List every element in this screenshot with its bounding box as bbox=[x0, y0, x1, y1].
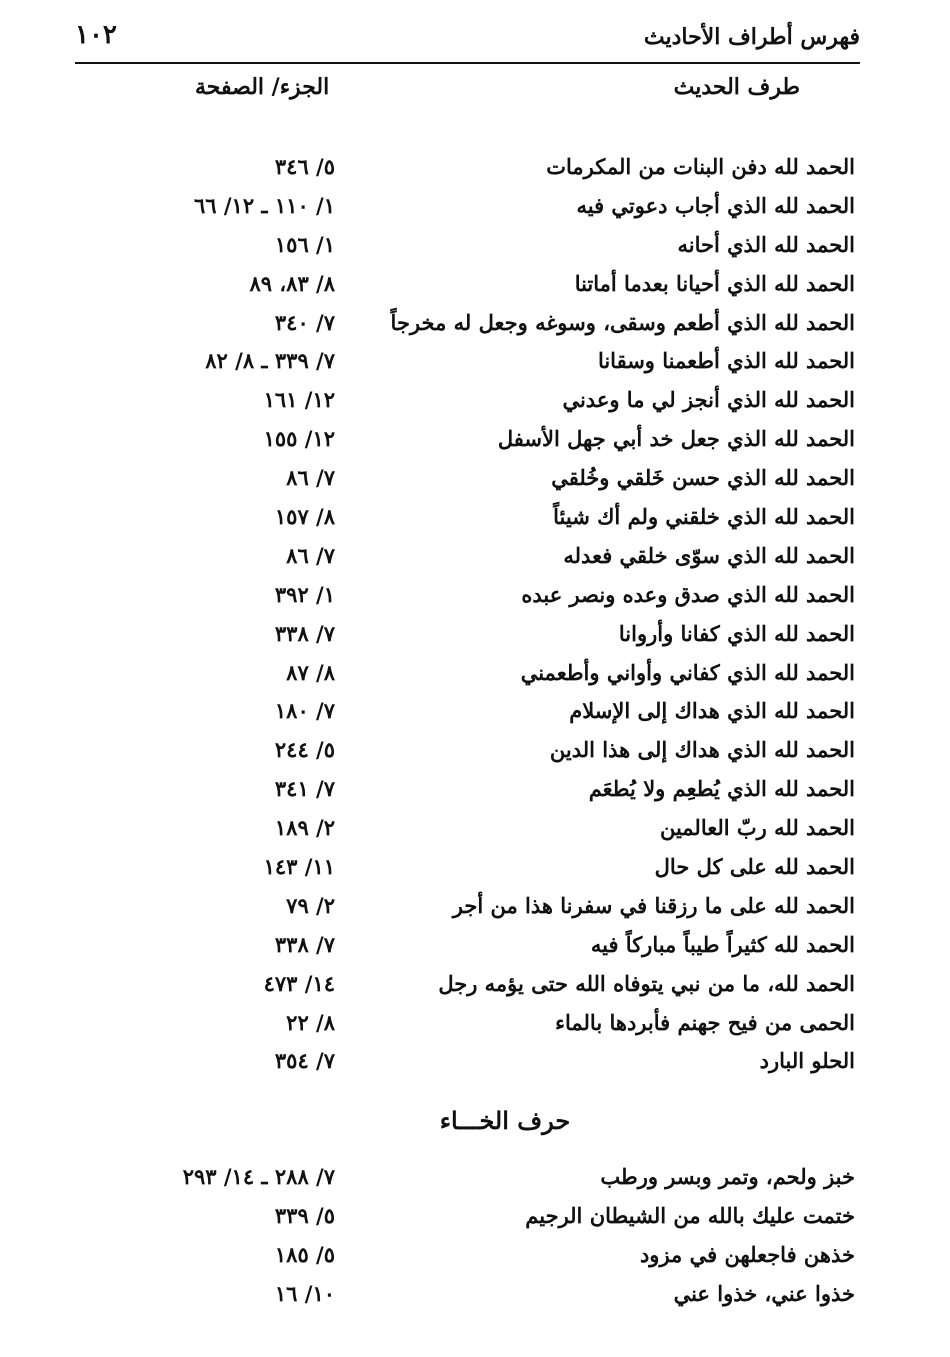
hadith-text: الحمد لله الذي أحانه bbox=[677, 231, 855, 257]
volume-page-ref: ٧/ ١٨٠ bbox=[274, 698, 335, 724]
hadith-text: الحمد لله الذي أحيانا بعدما أماتنا bbox=[574, 270, 855, 296]
list-item bbox=[100, 383, 855, 422]
entries-list bbox=[100, 150, 855, 1083]
volume-page-ref: ٧/ ٢٨٨ ـ ١٤/ ٢٩٣ bbox=[182, 1164, 335, 1189]
list-item bbox=[100, 422, 855, 461]
list-item bbox=[100, 500, 855, 539]
running-header bbox=[75, 18, 860, 64]
list-item bbox=[100, 150, 855, 189]
volume-page-ref: ٢/ ٧٩ bbox=[286, 892, 335, 918]
hadith-text: ختمت عليك بالله من الشيطان الرجيم bbox=[525, 1202, 855, 1228]
list-item bbox=[100, 189, 855, 228]
list-item bbox=[100, 928, 855, 967]
list-item bbox=[100, 1199, 855, 1238]
list-item bbox=[100, 1160, 855, 1199]
column-header-hadith: طرف الحديث bbox=[673, 74, 800, 100]
list-item bbox=[100, 539, 855, 578]
list-item bbox=[100, 694, 855, 733]
volume-page-ref: ١٢/ ١٦١ bbox=[263, 387, 335, 413]
list-item bbox=[100, 578, 855, 617]
hadith-text: الحمد لله كثيراً طيباً مباركاً فيه bbox=[590, 931, 855, 957]
hadith-text: الحمد لله الذي صدق وعده ونصر عبده bbox=[521, 581, 855, 607]
list-item bbox=[100, 306, 855, 345]
section-entries-list bbox=[100, 1160, 855, 1316]
volume-page-ref: ٧/ ٣٣٨ bbox=[274, 620, 335, 646]
list-item bbox=[100, 850, 855, 889]
hadith-text: الحمد لله الذي سوّى خلقي فعدله bbox=[563, 542, 855, 568]
list-item bbox=[100, 228, 855, 267]
hadith-text: الحمد لله الذي جعل خد أبي جهل الأسفل bbox=[497, 426, 855, 452]
hadith-text: الحمد لله الذي أطعم وسقى، وسوغه وجعل له مخرجاً bbox=[390, 309, 855, 335]
list-item bbox=[100, 267, 855, 306]
list-item bbox=[100, 461, 855, 500]
volume-page-ref: ٧/ ٨٦ bbox=[286, 465, 335, 491]
list-item bbox=[100, 1277, 855, 1316]
list-item bbox=[100, 889, 855, 928]
hadith-text: الحمد لله الذي أنجز لي ما وعدني bbox=[562, 387, 855, 413]
volume-page-ref: ٧/ ٣٤٠ bbox=[274, 309, 335, 335]
page-number: ١٠٢ bbox=[75, 20, 117, 50]
volume-page-ref: ٧/ ٣٣٨ bbox=[274, 931, 335, 957]
volume-page-ref: ٨/ ٨٣، ٨٩ bbox=[249, 270, 335, 296]
column-header-reference: الجزء/ الصفحة bbox=[195, 74, 330, 100]
hadith-text: الحمد لله دفن البنات من المكرمات bbox=[546, 154, 855, 179]
volume-page-ref: ١٢/ ١٥٥ bbox=[263, 426, 335, 452]
list-item bbox=[100, 1238, 855, 1277]
volume-page-ref: ١٠/ ١٦ bbox=[274, 1280, 335, 1306]
volume-page-ref: ٥/ ٣٣٩ bbox=[274, 1202, 335, 1228]
volume-page-ref: ٥/ ٢٤٤ bbox=[274, 737, 335, 763]
section-title: حرف الخـــاء bbox=[439, 1106, 571, 1135]
list-item bbox=[100, 967, 855, 1006]
list-item bbox=[100, 1044, 855, 1083]
hadith-text: الحمد لله، ما من نبي يتوفاه الله حتى يؤمه رجل bbox=[438, 970, 855, 996]
volume-page-ref: ١/ ٣٩٢ bbox=[274, 581, 335, 607]
hadith-text: الحمد لله الذي كفاني وأواني وأطعمني bbox=[520, 659, 855, 685]
list-item bbox=[100, 733, 855, 772]
volume-page-ref: ٨/ ١٥٧ bbox=[274, 504, 335, 530]
hadith-text: الحمد لله الذي أطعمنا وسقانا bbox=[597, 348, 855, 374]
list-item bbox=[100, 772, 855, 811]
volume-page-ref: ١/ ١٥٦ bbox=[274, 231, 335, 257]
volume-page-ref: ٥/ ١٨٥ bbox=[274, 1241, 335, 1267]
hadith-text: الحمد لله الذي خلقني ولم أك شيئاً bbox=[553, 504, 855, 530]
volume-page-ref: ٧/ ٣٣٩ ـ ٨/ ٨٢ bbox=[205, 348, 335, 374]
volume-page-ref: ٧/ ٣٤١ bbox=[274, 776, 335, 802]
hadith-text: خذوا عني، خذوا عني bbox=[673, 1280, 855, 1306]
hadith-text: الحمد لله ربّ العالمين bbox=[659, 815, 855, 841]
hadith-text: الحمد لله الذي أجاب دعوتي فيه bbox=[576, 192, 855, 218]
volume-page-ref: ١/ ١١٠ ـ ١٢/ ٦٦ bbox=[194, 192, 335, 218]
hadith-text: الحمد لله الذي هداك إلى هذا الدين bbox=[549, 737, 855, 763]
volume-page-ref: ٢/ ١٨٩ bbox=[274, 815, 335, 841]
hadith-text: خذهن فاجعلهن في مزود bbox=[639, 1241, 855, 1267]
list-item bbox=[100, 1006, 855, 1045]
hadith-text: الحمد لله الذي كفانا وأروانا bbox=[618, 620, 855, 646]
list-item bbox=[100, 656, 855, 695]
volume-page-ref: ٧/ ٨٦ bbox=[286, 542, 335, 568]
hadith-text: الحمد لله على ما رزقنا في سفرنا هذا من أجر bbox=[452, 892, 855, 918]
hadith-text: الحلو البارد bbox=[759, 1048, 855, 1074]
hadith-text: الحمد لله الذي حسن خَلقي وخُلقي bbox=[551, 465, 855, 491]
volume-page-ref: ٧/ ٣٥٤ bbox=[274, 1048, 335, 1074]
hadith-text: خبز ولحم، وتمر وبسر ورطب bbox=[600, 1164, 855, 1189]
volume-page-ref: ١٤/ ٤٧٣ bbox=[263, 970, 335, 996]
list-item bbox=[100, 617, 855, 656]
volume-page-ref: ٨/ ٨٧ bbox=[286, 659, 335, 685]
hadith-text: الحمد لله على كل حال bbox=[654, 854, 855, 880]
volume-page-ref: ٥/ ٣٤٦ bbox=[274, 154, 335, 179]
list-item bbox=[100, 811, 855, 850]
hadith-text: الحمد لله الذي يُطعِم ولا يُطعَم bbox=[588, 776, 855, 802]
hadith-text: الحمى من فيح جهنم فأبردها بالماء bbox=[555, 1009, 855, 1035]
hadith-text: الحمد لله الذي هداك إلى الإسلام bbox=[569, 698, 855, 724]
running-title: فهرس أطراف الأحاديث bbox=[643, 24, 860, 50]
list-item bbox=[100, 344, 855, 383]
volume-page-ref: ١١/ ١٤٣ bbox=[263, 854, 335, 880]
volume-page-ref: ٨/ ٢٢ bbox=[286, 1009, 335, 1035]
